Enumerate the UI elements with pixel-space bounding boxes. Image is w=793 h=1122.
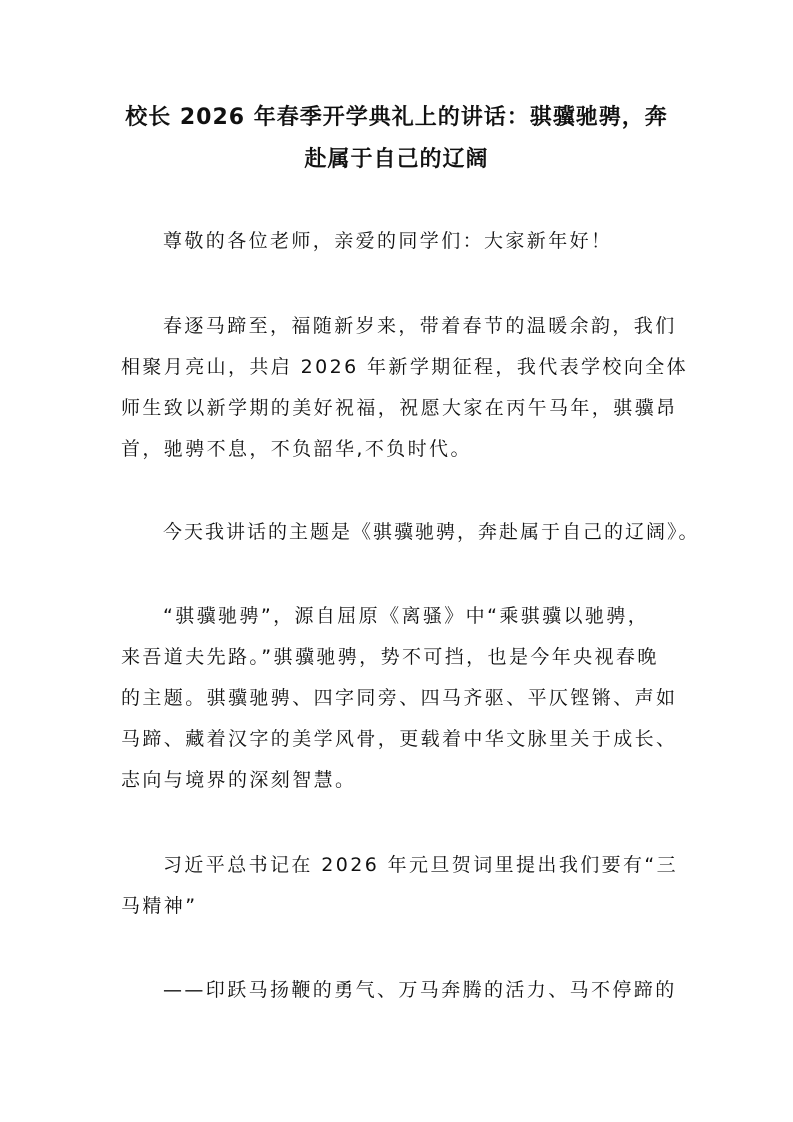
paragraph-2-line-1: 春逐马蹄至，福随新岁来，带着春节的温暖余韵，我们 [163, 315, 677, 337]
paragraph-4-line-4: 马蹄、藏着汉字的美学风骨，更载着中华文脉里关于成长、 [121, 728, 678, 750]
paragraph-4-line-2: 来吾道夫先路。”骐骥驰骋，势不可挡，也是今年央视春晚 [121, 646, 659, 668]
paragraph-4-line-1: “骐骥驰骋”，源自屈原《离骚》中“乘骐骥以驰骋， [163, 605, 650, 627]
paragraph-5-line-2: 马精神” [121, 895, 198, 917]
document-title-line-1: 校长 2026 年春季开学典礼上的讲话：骐骥驰骋，奔 [125, 105, 668, 130]
paragraph-4-line-3: 的主题。骐骥驰骋、四字同旁、四马齐驱、平仄铿锵、声如 [121, 687, 678, 709]
document-title-line-2: 赴属于自己的辽阔 [304, 147, 489, 172]
paragraph-4-line-5: 志向与境界的深刻智慧。 [121, 769, 357, 791]
paragraph-2-line-2: 相聚月亮山，共启 2026 年新学期征程，我代表学校向全体 [121, 356, 689, 378]
paragraph-5-line-1: 习近平总书记在 2026 年元旦贺词里提出我们要有“三 [163, 854, 679, 876]
theme-line: 今天我讲话的主题是《骐骥驰骋，奔赴属于自己的辽阔》。 [163, 521, 700, 543]
greeting-line: 尊敬的各位老师，亲爱的同学们：大家新年好！ [163, 230, 613, 252]
paragraph-6-line-1: ——印跃马扬鞭的勇气、万马奔腾的活力、马不停蹄的 [163, 979, 677, 1001]
paragraph-2-line-3: 师生致以新学期的美好祝福，祝愿大家在丙午马年，骐骥昂 [121, 397, 678, 419]
paragraph-2-line-4: 首，驰骋不息，不负韶华,不负时代。 [121, 438, 472, 460]
